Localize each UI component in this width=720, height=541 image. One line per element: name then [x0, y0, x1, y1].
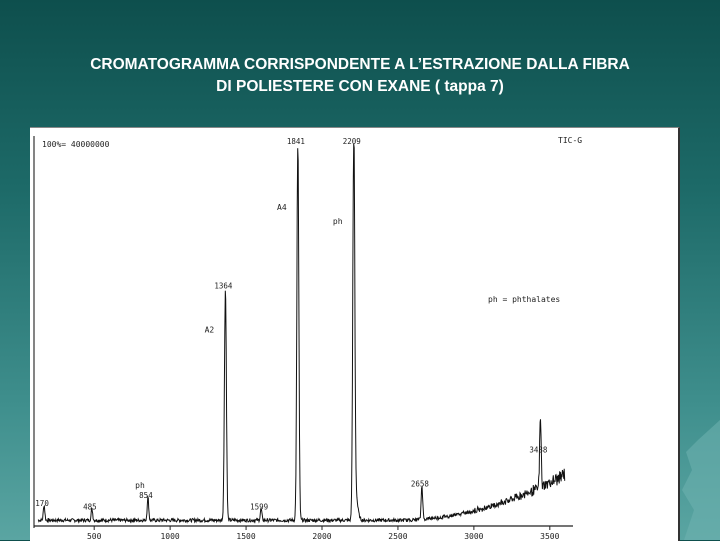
x-tick-label: 2500	[388, 532, 408, 541]
x-tick-label: 500	[86, 532, 102, 541]
x-tick-label: 2000	[312, 532, 332, 541]
peak-label: 3438	[529, 445, 548, 455]
peak-label: 170	[35, 498, 49, 508]
corner-label: TIC-G	[558, 136, 583, 145]
x-tick-label: 3500	[540, 532, 560, 541]
peak-label: 2658	[410, 479, 429, 489]
peak-annotation: A2	[204, 325, 215, 335]
peak-label: 2209	[342, 136, 361, 146]
chromatogram-chart	[30, 128, 678, 541]
peak-label: 485	[83, 502, 97, 512]
x-tick-label: 1000	[160, 532, 180, 541]
x-tick-label: 1500	[236, 532, 256, 541]
legend-note: ph = phthalates	[488, 295, 561, 304]
title-line-2: DI POLIESTERE CON EXANE ( tappa 7)	[216, 78, 504, 95]
title-line-1: CROMATOGRAMMA CORRISPONDENTE A L’ESTRAZIONE DALLA FIBRA	[90, 56, 630, 73]
chromatogram-scan	[30, 127, 680, 541]
peak-label: 854	[139, 491, 153, 501]
chromatogram-trace	[38, 144, 565, 522]
peak-annotation: ph	[135, 481, 145, 491]
peak-annotation: ph	[332, 216, 343, 226]
peak-label: 1841	[286, 136, 305, 146]
x-tick-label: 3000	[464, 532, 484, 541]
peak-label: 1364	[214, 281, 233, 291]
slide-title	[20, 54, 700, 98]
peak-annotation: A4	[277, 202, 287, 212]
decorative-shape	[678, 420, 720, 540]
scale-label: 100%= 40000000	[42, 140, 110, 149]
peak-label: 1599	[250, 502, 269, 512]
